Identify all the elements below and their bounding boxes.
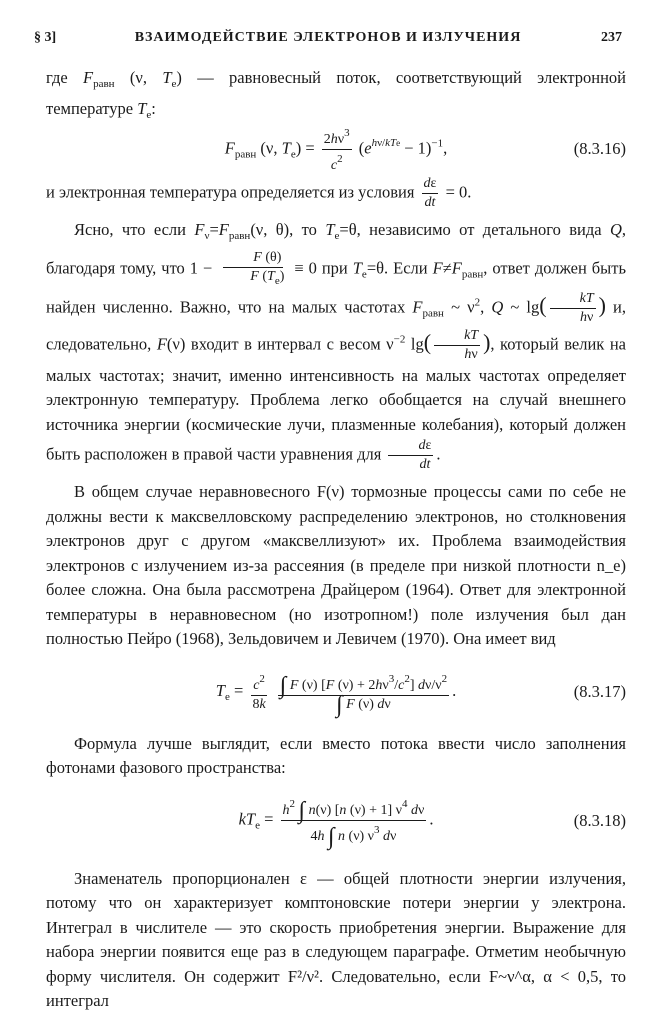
paragraph-1: где $F_{равн}$ (ν, $T_e$) — равновесный поток, соответствующий электронной температуре $T_e$: (46, 68, 626, 121)
equation-8-3-18: $kT_e$ = $\frac{h^2 \int n(\nu) [n (\nu) + 1] \nu^4 d\nu}{4h \int n (\nu) \nu^3 d\nu}$ . (8.3.18) (46, 781, 626, 861)
equation-label: (8.3.18) (573, 810, 626, 830)
running-header (34, 30, 622, 50)
paragraph-2: и электронная температура определяется из условия $\frac{d\varepsilon}{dt}$ = 0. (46, 176, 472, 210)
equation-8-3-16: $F_{равн}$ (ν, $T_e$) = $\frac{2h\nu^3}{c^2}$ $(e^{h\nu/kTe} - 1)^{-1}$, (8.3.16) (46, 127, 626, 171)
equation-label: (8.3.17) (573, 681, 626, 701)
page-body (46, 66, 626, 1014)
running-title: ВЗАИМОДЕЙСТВИЕ ЭЛЕКТРОНОВ И ИЗЛУЧЕНИЯ (134, 30, 522, 45)
page-number: 237 (601, 30, 622, 45)
equation-label: (8.3.16) (573, 138, 626, 158)
paragraph-5: Формула лучше выглядит, если вместо потока ввести число заполнения фотонами фазового пространства: (46, 733, 626, 777)
paragraph-3: Ясно, что если $F_\nu=F_{равн}(\nu$, θ), то $T_e=\theta$, независимо от детального вида Q, благодаря тому, что 1 − $\frac{F (\theta)}{F (T_e)}$ ≡ 0 при $T_e=\theta$. Если $F\ne F_{равн}$, ответ должен быть найден численно. Важно, что на малых частотах $F_{равн}$ ~ $\nu^2$, Q ~ lg( $\frac{kT}{h\nu}$ ) и, следовательно, F(ν) входит в интервал с весом $\nu^{-2}$ lg( $\frac{kT}{h\nu}$ ), который велик на малых частотах; значит, именно интенсивность на малых частотах определяет электронную температуру. Проблема легко обобщается на случай внешнего источника энергии (космические лучи, плазменные колебания), который должен быть расположен в правой части уравнения для $\frac{d\varepsilon}{dt}$ . (46, 220, 627, 472)
section-marker: § 3] (34, 30, 57, 45)
paragraph-6: Знаменатель пропорционален ε — общей плотности энергии излучения, потому что он характеризует комптоновские потери энергии у электрона. Интеграл в числителе — это скорость приобретения энергии. Выражение для набора энергии появится еще раз в следующем параграфе. Отметим необычную форму числителя. Он содержит F²/ν². Следовательно, если F~ν^α, α < 0,5, то интеграл (46, 868, 626, 1010)
equation-8-3-17: $T_e$ = $\frac{c^2}{8k}$ $\frac{\int F (\nu) [F (\nu) + 2h\nu^3/c^2] d\nu/\nu^2}{\int F (\nu) d\nu}$ . (8.3.17) (46, 652, 626, 732)
paragraph-4: В общем случае неравновесного F(ν) тормозные процессы сами по себе не должны вести к максвелловскому распределению электронов, но столкновения электронов друг с другом «максвеллизуют» их. Проблема взаимодействия электронов с излучением из-за рассеяния (в пределе при низкой плотности n_e) более сложна. Она была рассмотрена Драйцером (1964). Ответ для электронной температуры в неравновесном (но изотропном!) поле излучения был дан полностью Пейро (1968), Зельдовичем и Левичем (1970). Она имеет вид (46, 482, 626, 648)
